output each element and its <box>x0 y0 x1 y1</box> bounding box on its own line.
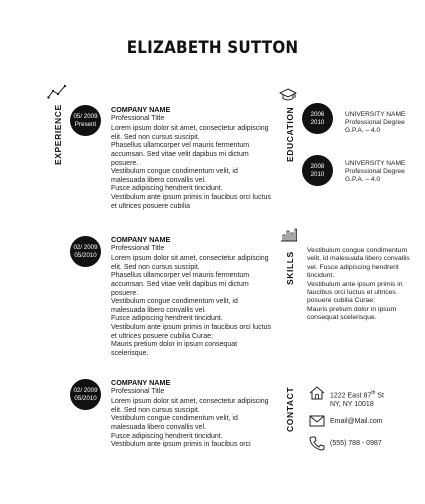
edu-date-badge <box>302 103 333 134</box>
skills-list <box>307 247 419 323</box>
resume-name: ELIZABETH SUTTON <box>126 38 299 57</box>
job-date-start: 02/ 2009 <box>73 244 98 252</box>
house-icon <box>309 386 325 400</box>
job-entry <box>111 106 271 211</box>
job-desc: Lorem ipsum dolor sit amet, consectetur adipiscing elit. Sed non cursus suscipit. <box>111 398 269 414</box>
edu-gpa: G.P.A. – 4.0 <box>345 126 381 134</box>
edu-school: UNIVERSITY NAME <box>345 111 406 118</box>
job-desc: Fusce adipiscing hendrerit tincidunt. <box>111 185 223 193</box>
skill-text: Vestibulum ante ipsum primis in faucibus orci luctus et ultrices posuere cubilia Curae; <box>307 280 403 305</box>
job-desc: Vestibulum ante ipsum primis in faucibus orci <box>111 441 251 449</box>
job-desc: Phasellus ullamcorper vel mauris fermentum accumsan. Sed vitae velit dapibus mi dictum posuere. <box>111 142 250 167</box>
job-desc: Vestibulum congue condimentum velit, id malesuada libero convallis vel. <box>111 168 238 184</box>
job-date-end: 05/2010 <box>74 394 97 402</box>
job-date-badge <box>70 379 101 410</box>
job-company: COMPANY NAME <box>111 378 171 387</box>
job-desc: Lorem ipsum dolor sit amet, consectetur adipiscing elit. Sed non cursus suscipit. <box>111 255 269 271</box>
address-line1: 1222 East 87 <box>330 392 372 400</box>
edu-degree: Professional Degree <box>345 118 405 126</box>
job-desc: Fusce adipiscing hendrerit tincidunt. <box>111 315 223 323</box>
job-company: COMPANY NAME <box>111 105 171 114</box>
job-entry <box>111 379 271 450</box>
job-company: COMPANY NAME <box>111 235 171 244</box>
experience-heading: EXPERIENCE <box>53 104 63 165</box>
job-desc: Mauris pretium dolor in ipsum consequat scelerisque. <box>111 341 238 357</box>
job-entry <box>111 236 271 358</box>
job-date-badge <box>70 236 101 267</box>
address-street: St <box>375 392 384 400</box>
envelope-icon <box>309 415 325 427</box>
job-desc: Lorem ipsum dolor sit amet, consectetur adipiscing elit. Sed non cursus suscipit. <box>111 125 269 141</box>
job-title: Professional Title <box>111 244 165 252</box>
contact-heading: CONTACT <box>285 386 295 432</box>
edu-date-start: 2008 <box>310 163 325 171</box>
job-date-end: Present <box>74 120 97 128</box>
edu-gpa: G.P.A. – 4.0 <box>345 175 381 183</box>
job-title: Professional Title <box>111 387 165 395</box>
job-date-start: 02/ 2009 <box>73 387 98 395</box>
edu-date-end: 2010 <box>310 170 325 178</box>
job-date-badge <box>70 105 101 136</box>
job-desc: Phasellus ullamcorper vel mauris fermentum accumsan. Sed vitae velit dapibus mi dictum posuere. <box>111 272 250 297</box>
job-title: Professional Title <box>111 114 165 122</box>
edu-school: UNIVERSITY NAME <box>345 160 406 167</box>
bar-chart-icon <box>280 228 298 242</box>
edu-date-end: 2010 <box>310 118 325 126</box>
edu-degree: Professional Degree <box>345 167 405 175</box>
graduation-cap-icon <box>279 88 297 102</box>
edu-entry <box>345 111 425 134</box>
job-desc: Vestibulum congue condimentum velit, id malesuada libero convallis vel. <box>111 415 238 431</box>
line-graph-icon <box>47 84 67 100</box>
address-line2: NY, NY 10018 <box>330 400 374 408</box>
skills-heading: SKILLS <box>285 251 295 285</box>
contact-email[interactable]: Email@Mail.com <box>330 418 383 425</box>
contact-address <box>330 389 384 409</box>
skill-text: Vestibulum congue condimentum velit, id malesuada libero convallis vel. Fusce adipiscing hendrerit tincidunt. <box>307 247 410 280</box>
job-date-start: 05/ 2009 <box>73 113 98 121</box>
address-ordinal: th <box>371 390 376 396</box>
job-desc: Vestibulum congue condimentum velit, id malesuada libero convallis vel. <box>111 298 238 314</box>
edu-date-start: 2006 <box>310 111 325 119</box>
education-heading: EDUCATION <box>285 106 295 162</box>
contact-phone[interactable]: (555) 788 - 0987 <box>330 440 382 447</box>
edu-entry <box>345 160 425 183</box>
job-desc: Vestibulum ante ipsum primis in faucibus orci luctus et ultrices posuere cubilia <box>111 193 271 210</box>
phone-icon <box>309 436 325 451</box>
skill-text: Mauris pretium dolor in ipsum consequat scelerisque. <box>307 305 397 322</box>
job-date-end: 05/2010 <box>74 251 97 259</box>
job-desc: Fusce adipiscing hendrerit tincidunt. <box>111 432 223 440</box>
job-desc: Vestibulum ante ipsum primis in faucibus orci luctus et ultrices posuere cubilia Curae; <box>111 323 271 340</box>
edu-date-badge <box>302 155 333 186</box>
